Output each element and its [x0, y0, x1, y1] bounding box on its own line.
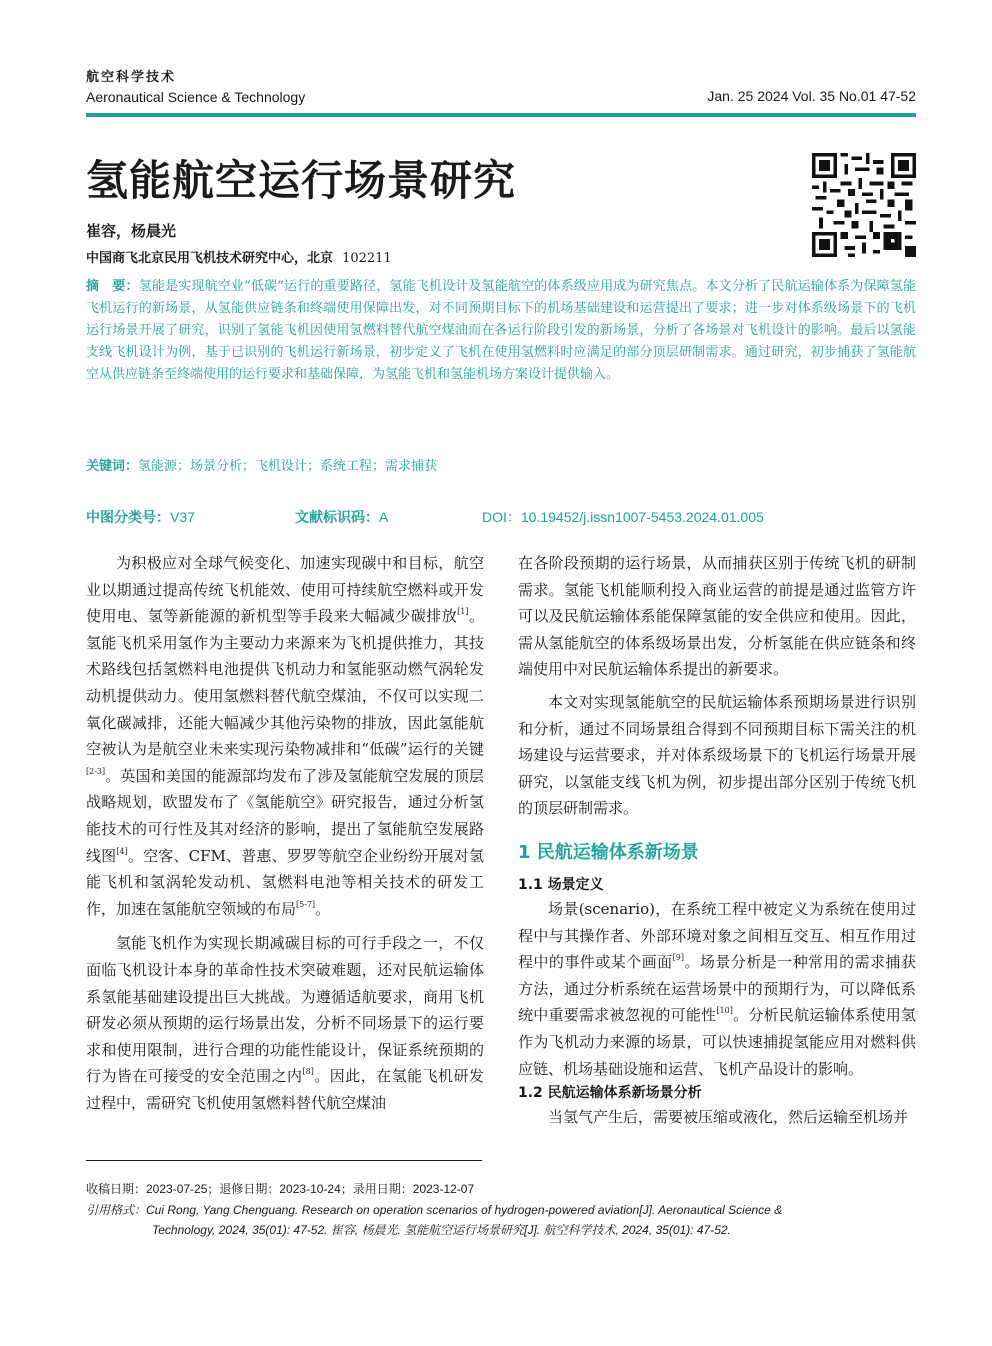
paragraph: 氢能飞机作为实现长期减碳目标的可行手段之一，不仅面临飞机设计本身的革命性技术突破难题，还对民航运输体系氢能基础建设提出巨大挑战。为遵循适航要求，商用飞机研发必须从预期的运行场景出发，分析不同场景下的运行要求和使用限制，进行合理的功能性能设计，保证系统预期的行为皆在可接受的安全范围之内[8]。因此，在氢能飞机研发过程中，需研究飞机使用氢燃料替代航空煤油 [86, 934, 484, 1112]
body-right-column [518, 550, 916, 1131]
citation-line-2: Technology, 2024, 35(01): 47-52. 崔容, 杨晨光. 氢能航空运行场景研究[J]. 航空科学技术, 2024, 35(01): 47-52. [152, 1223, 731, 1237]
footnote-rule [86, 1160, 482, 1161]
abstract-text: 氢能是实现航空业“低碳”运行的重要路径，氢能飞机设计及氢能航空的体系级应用成为研究焦点。本文分析了民航运输体系为保障氢能飞机运行的新场景，从氢能供应链条和终端使用保障出发，对不同预期目标下的机场基础建设和运营提出了要求；进一步对体系级场景下的飞机运行场景开展了研究，识别了氢能飞机因使用氢燃料替代航空煤油而在各运行阶段引发的新场景，分析了各场景对飞机设计的影响。最后以氢能支线飞机设计为例，基于已识别的飞机运行新场景，初步定义了飞机在使用氢燃料时应满足的部分顶层研制需求。通过研究，初步捕获了氢能航空从供应链条至终端使用的运行要求和基础保障，为氢能飞机和氢能机场方案设计提供输入。 [86, 279, 916, 382]
document-code-label: 文献标识码： [295, 510, 379, 526]
abstract [86, 276, 916, 386]
body-left-column [86, 550, 484, 1116]
affiliation-zip: 102211 [342, 251, 392, 266]
subsection-heading: 1.1 场景定义 [518, 876, 604, 893]
abstract-label: 摘 要： [86, 279, 139, 294]
journal-name-en: Aeronautical Science & Technology [86, 89, 306, 105]
paragraph: 场景(scenario)，在系统工程中被定义为系统在使用过程中与其操作者、外部环境对象之间相互交互、相互作用过程中的事件或某个画面[9]。场景分析是一种常用的需求捕获方法，通过分析系统在运营场景中的预期行为，可以降低系统中重要需求被忽视的可能性[10]。分析民航运输体系使用氢作为飞机动力来源的场景，可以快速捕捉氢能应用对燃料供应链、机场基础设施和运营、飞机产品设计的影响。 [518, 899, 916, 1078]
citation-ref[interactable]: [1] [457, 607, 469, 617]
received-dates: 收稿日期：2023-07-25；退修日期：2023-10-24；录用日期：2023-12-07 [86, 1182, 475, 1196]
section-heading: 1 民航运输体系新场景 [518, 841, 699, 863]
header-rule [86, 113, 916, 117]
journal-name-cn: 航空科学技术 [86, 70, 177, 85]
paragraph: 当氢气产生后，需要被压缩或液化，然后运输至机场并 [548, 1108, 909, 1127]
document-code [295, 507, 388, 527]
document-code-value: A [379, 509, 389, 525]
citation-ref[interactable]: [4] [116, 846, 128, 856]
keywords [86, 455, 437, 474]
citation-ref[interactable]: [8] [302, 1067, 314, 1077]
doi [482, 507, 764, 527]
doi-label: DOI： [482, 509, 521, 525]
qr-code-icon [812, 153, 916, 257]
citation-label: 引用格式： [86, 1203, 147, 1217]
article-title: 氢能航空运行场景研究 [86, 156, 517, 205]
keywords-text: 氢能源；场景分析；飞机设计；系统工程；需求捕获 [138, 459, 438, 474]
citation-line-1: Cui Rong, Yang Chenguang. Research on operation scenarios of hydrogen-powered aviation[J]. Aeronautical Science & [146, 1203, 783, 1217]
citation-ref[interactable]: [9] [672, 953, 684, 963]
paragraph: 为积极应对全球气候变化、加速实现碳中和目标，航空业以期通过提高传统飞机能效、使用可持续航空燃料或开发使用电、氢等新能源的新机型等手段来大幅减少碳排放[1]。氢能飞机采用氢作为主要动力来源来为飞机提供推力，其技术路线包括氢燃料电池提供飞机动力和氢能驱动燃气涡轮发动机提供动力。使用氢燃料替代航空煤油，不仅可以实现二氧化碳减排，还能大幅减少其他污染物的排放，因此氢能航空被认为是航空业未来实现污染物减排和“低碳”运行的关键[2-3]。英国和美国的能源部均发布了涉及氢能航空发展的顶层战略规划，欧盟发布了《氢能航空》研究报告，通过分析氢能技术的可行性及其对经济的影响，提出了氢能航空发展路线图[4]。空客、CFM、普惠、罗罗等航空企业纷纷开展对氢能飞机和氢涡轮发动机、氢燃料电池等相关技术的研发工作，加速在氢能航空领域的布局[5-7]。 [86, 554, 484, 918]
keywords-label: 关键词： [86, 459, 139, 474]
citation-ref[interactable]: [2-3] [86, 766, 106, 776]
paragraph: 本文对实现氢能航空的民航运输体系预期场景进行识别和分析，通过不同场景组合得到不同预期目标下需关注的机场建设与运营要求，并对体系级场景下的飞机运行场景开展研究，以氢能支线飞机为例，初步提出部分区别于传统飞机的顶层研制需求。 [518, 692, 916, 818]
subsection-heading: 1.2 民航运输体系新场景分析 [518, 1085, 702, 1102]
authors: 崔容，杨晨光 [86, 222, 177, 240]
issue-info: Jan. 25 2024 Vol. 35 No.01 47-52 [707, 88, 916, 104]
affiliation-name: 中国商飞北京民用飞机技术研究中心，北京 [86, 251, 334, 266]
citation-format [86, 1200, 916, 1240]
doi-value: 10.19452/j.issn1007-5453.2024.01.005 [520, 509, 764, 525]
citation-ref[interactable]: [10] [716, 1006, 733, 1016]
affiliation [86, 247, 392, 266]
citation-ref[interactable]: [5-7] [296, 899, 316, 909]
paragraph: 在各阶段预期的运行场景，从而捕获区别于传统飞机的研制需求。氢能飞机能顺利投入商业运营的前提是通过监管方许可以及民航运输体系能保障氢能的安全供应和使用。因此，需从氢能航空的体系级场景出发，分析氢能在供应链条和终端使用中对民航运输体系提出的新要求。 [518, 554, 916, 679]
clc-label: 中图分类号： [86, 510, 170, 526]
clc-number [86, 507, 195, 527]
clc-value: V37 [170, 509, 195, 525]
